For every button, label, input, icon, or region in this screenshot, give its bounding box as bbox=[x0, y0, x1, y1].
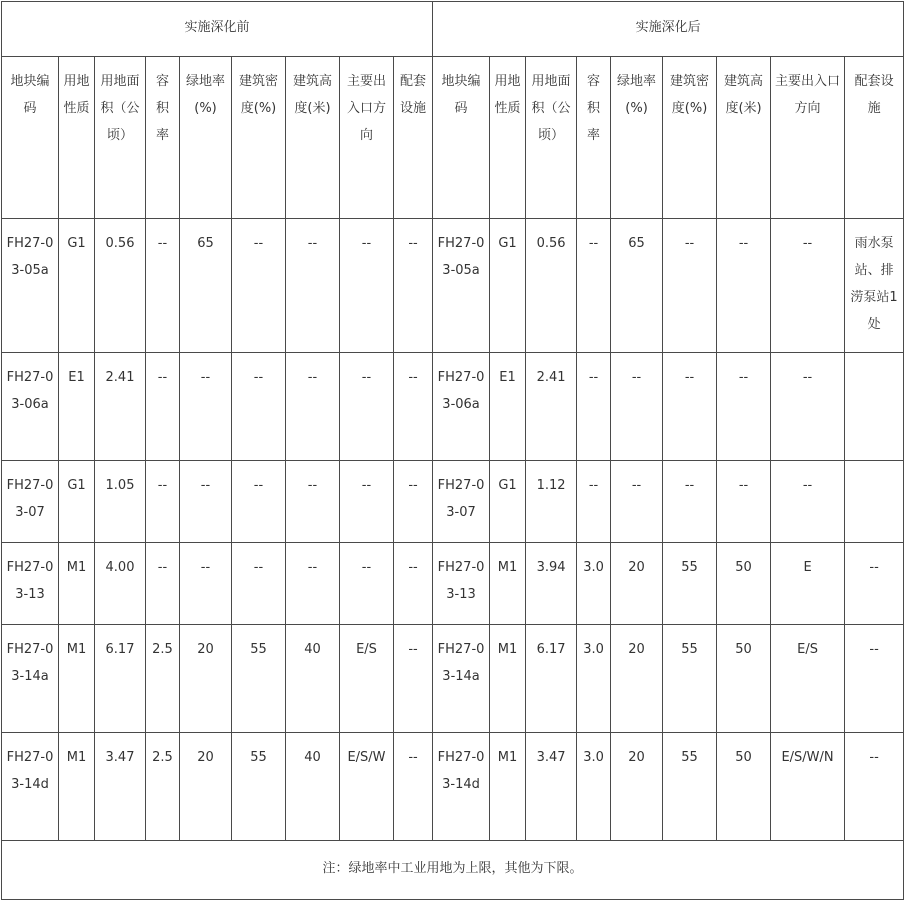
table-cell: 50 bbox=[717, 733, 771, 841]
table-cell: -- bbox=[394, 353, 433, 461]
table-cell: -- bbox=[146, 219, 180, 353]
table-cell: 20 bbox=[611, 625, 663, 733]
table-cell: -- bbox=[394, 543, 433, 625]
table-cell: -- bbox=[146, 461, 180, 543]
table-cell: 3.0 bbox=[577, 543, 611, 625]
table-row bbox=[2, 543, 904, 625]
table-cell: E/S bbox=[771, 625, 845, 733]
table-cell: E/S/W/N bbox=[771, 733, 845, 841]
table-cell: FH27-03-13 bbox=[433, 543, 490, 625]
table-cell: -- bbox=[394, 219, 433, 353]
table-cell: 0.56 bbox=[95, 219, 146, 353]
table-cell: 40 bbox=[286, 733, 340, 841]
table-cell: 2.41 bbox=[526, 353, 577, 461]
table-cell: 65 bbox=[611, 219, 663, 353]
table-cell: G1 bbox=[490, 461, 526, 543]
table-cell: -- bbox=[771, 353, 845, 461]
column-header-after-facilities: 配套设施 bbox=[845, 57, 904, 219]
table-cell: -- bbox=[577, 353, 611, 461]
table-cell: M1 bbox=[490, 543, 526, 625]
table-cell: 0.56 bbox=[526, 219, 577, 353]
table-cell: FH27-03-07 bbox=[433, 461, 490, 543]
table-cell: 55 bbox=[663, 733, 717, 841]
table-cell: 20 bbox=[180, 733, 232, 841]
table-cell: 3.94 bbox=[526, 543, 577, 625]
column-header-after-plot-code: 地块编码 bbox=[433, 57, 490, 219]
table-cell: 3.47 bbox=[526, 733, 577, 841]
table-cell: -- bbox=[180, 461, 232, 543]
table-cell: FH27-03-05a bbox=[433, 219, 490, 353]
table-row bbox=[2, 625, 904, 733]
table-cell: 4.00 bbox=[95, 543, 146, 625]
column-header-after-land-use: 用地性质 bbox=[490, 57, 526, 219]
table-cell: FH27-03-05a bbox=[2, 219, 59, 353]
table-cell: FH27-03-07 bbox=[2, 461, 59, 543]
table-cell: E1 bbox=[490, 353, 526, 461]
column-header-before-entrance-direction: 主要出入口方向 bbox=[340, 57, 394, 219]
table-cell: 20 bbox=[611, 733, 663, 841]
table-cell: 1.12 bbox=[526, 461, 577, 543]
table-cell: 55 bbox=[663, 543, 717, 625]
table-cell: -- bbox=[663, 219, 717, 353]
table-cell: -- bbox=[340, 219, 394, 353]
table-cell: -- bbox=[577, 461, 611, 543]
column-header-before-green-ratio: 绿地率(%) bbox=[180, 57, 232, 219]
land-use-comparison-table bbox=[1, 1, 904, 900]
table-cell: -- bbox=[845, 733, 904, 841]
table-cell: -- bbox=[286, 461, 340, 543]
table-cell: 20 bbox=[180, 625, 232, 733]
column-header-after-area: 用地面积（公顷） bbox=[526, 57, 577, 219]
table-cell: -- bbox=[771, 219, 845, 353]
table-cell: -- bbox=[180, 543, 232, 625]
table-cell: -- bbox=[232, 353, 286, 461]
table-cell: 2.5 bbox=[146, 625, 180, 733]
table-cell: -- bbox=[340, 543, 394, 625]
table-cell: FH27-03-13 bbox=[2, 543, 59, 625]
table-cell: -- bbox=[611, 461, 663, 543]
table-cell: 40 bbox=[286, 625, 340, 733]
table-cell: 2.41 bbox=[95, 353, 146, 461]
table-cell bbox=[845, 461, 904, 543]
table-cell: 55 bbox=[232, 625, 286, 733]
table-cell: -- bbox=[717, 461, 771, 543]
table-cell: M1 bbox=[490, 625, 526, 733]
table-cell: -- bbox=[146, 543, 180, 625]
column-header-after-building-height: 建筑高度(米) bbox=[717, 57, 771, 219]
table-row bbox=[2, 353, 904, 461]
column-header-before-land-use: 用地性质 bbox=[59, 57, 95, 219]
table-cell: G1 bbox=[59, 219, 95, 353]
table-cell: G1 bbox=[490, 219, 526, 353]
table-cell: 20 bbox=[611, 543, 663, 625]
table-cell: 65 bbox=[180, 219, 232, 353]
table-row bbox=[2, 733, 904, 841]
table-cell: FH27-03-06a bbox=[2, 353, 59, 461]
column-header-after-far: 容积率 bbox=[577, 57, 611, 219]
table-cell: -- bbox=[663, 353, 717, 461]
table-cell: 6.17 bbox=[95, 625, 146, 733]
column-header-before-far: 容积率 bbox=[146, 57, 180, 219]
table-cell: -- bbox=[232, 543, 286, 625]
table-cell: FH27-03-06a bbox=[433, 353, 490, 461]
table-cell: 55 bbox=[663, 625, 717, 733]
table-cell: -- bbox=[340, 353, 394, 461]
table-cell: -- bbox=[146, 353, 180, 461]
table-cell: -- bbox=[771, 461, 845, 543]
table-cell: 50 bbox=[717, 543, 771, 625]
column-header-before-facilities: 配套设施 bbox=[394, 57, 433, 219]
table-cell: 3.47 bbox=[95, 733, 146, 841]
table-cell: -- bbox=[845, 625, 904, 733]
group-header-row bbox=[2, 2, 904, 57]
table-cell: 3.0 bbox=[577, 625, 611, 733]
table-cell: 1.05 bbox=[95, 461, 146, 543]
table-cell: G1 bbox=[59, 461, 95, 543]
table-row bbox=[2, 461, 904, 543]
column-header-after-building-density: 建筑密度(%) bbox=[663, 57, 717, 219]
table-cell: -- bbox=[394, 461, 433, 543]
table-cell: -- bbox=[394, 733, 433, 841]
table-cell: FH27-03-14a bbox=[2, 625, 59, 733]
table-cell: 2.5 bbox=[146, 733, 180, 841]
table-cell: E/S bbox=[340, 625, 394, 733]
column-header-before-building-height: 建筑高度(米) bbox=[286, 57, 340, 219]
table-cell: 6.17 bbox=[526, 625, 577, 733]
table-cell: -- bbox=[611, 353, 663, 461]
group-header-after: 实施深化后 bbox=[433, 2, 904, 57]
table-cell: -- bbox=[232, 219, 286, 353]
table-cell: -- bbox=[340, 461, 394, 543]
table-cell: M1 bbox=[59, 543, 95, 625]
table-cell: -- bbox=[286, 543, 340, 625]
table-cell: M1 bbox=[490, 733, 526, 841]
table-note: 注：绿地率中工业用地为上限，其他为下限。 bbox=[2, 841, 904, 900]
table-cell: FH27-03-14a bbox=[433, 625, 490, 733]
column-header-before-area: 用地面积（公顷） bbox=[95, 57, 146, 219]
table-cell: -- bbox=[232, 461, 286, 543]
column-header-row bbox=[2, 57, 904, 219]
table-cell: -- bbox=[180, 353, 232, 461]
table-cell: E bbox=[771, 543, 845, 625]
column-header-before-building-density: 建筑密度(%) bbox=[232, 57, 286, 219]
column-header-before-plot-code: 地块编码 bbox=[2, 57, 59, 219]
table-cell: -- bbox=[663, 461, 717, 543]
table-cell: E1 bbox=[59, 353, 95, 461]
table-cell: -- bbox=[286, 353, 340, 461]
table-cell: -- bbox=[286, 219, 340, 353]
group-header-before: 实施深化前 bbox=[2, 2, 433, 57]
table-cell: 3.0 bbox=[577, 733, 611, 841]
table-cell: M1 bbox=[59, 625, 95, 733]
table-cell: 55 bbox=[232, 733, 286, 841]
table-cell: -- bbox=[717, 353, 771, 461]
table-cell: FH27-03-14d bbox=[2, 733, 59, 841]
table-cell: -- bbox=[394, 625, 433, 733]
table-cell: FH27-03-14d bbox=[433, 733, 490, 841]
table-cell: -- bbox=[717, 219, 771, 353]
note-row bbox=[2, 841, 904, 900]
table-cell: -- bbox=[577, 219, 611, 353]
table-cell: -- bbox=[845, 543, 904, 625]
table-cell: 50 bbox=[717, 625, 771, 733]
table-row bbox=[2, 219, 904, 353]
column-header-after-entrance-direction: 主要出入口方向 bbox=[771, 57, 845, 219]
table-cell: M1 bbox=[59, 733, 95, 841]
column-header-after-green-ratio: 绿地率(%) bbox=[611, 57, 663, 219]
table-cell bbox=[845, 353, 904, 461]
table-cell: 雨水泵站、排涝泵站1处 bbox=[845, 219, 904, 353]
table-cell: E/S/W bbox=[340, 733, 394, 841]
